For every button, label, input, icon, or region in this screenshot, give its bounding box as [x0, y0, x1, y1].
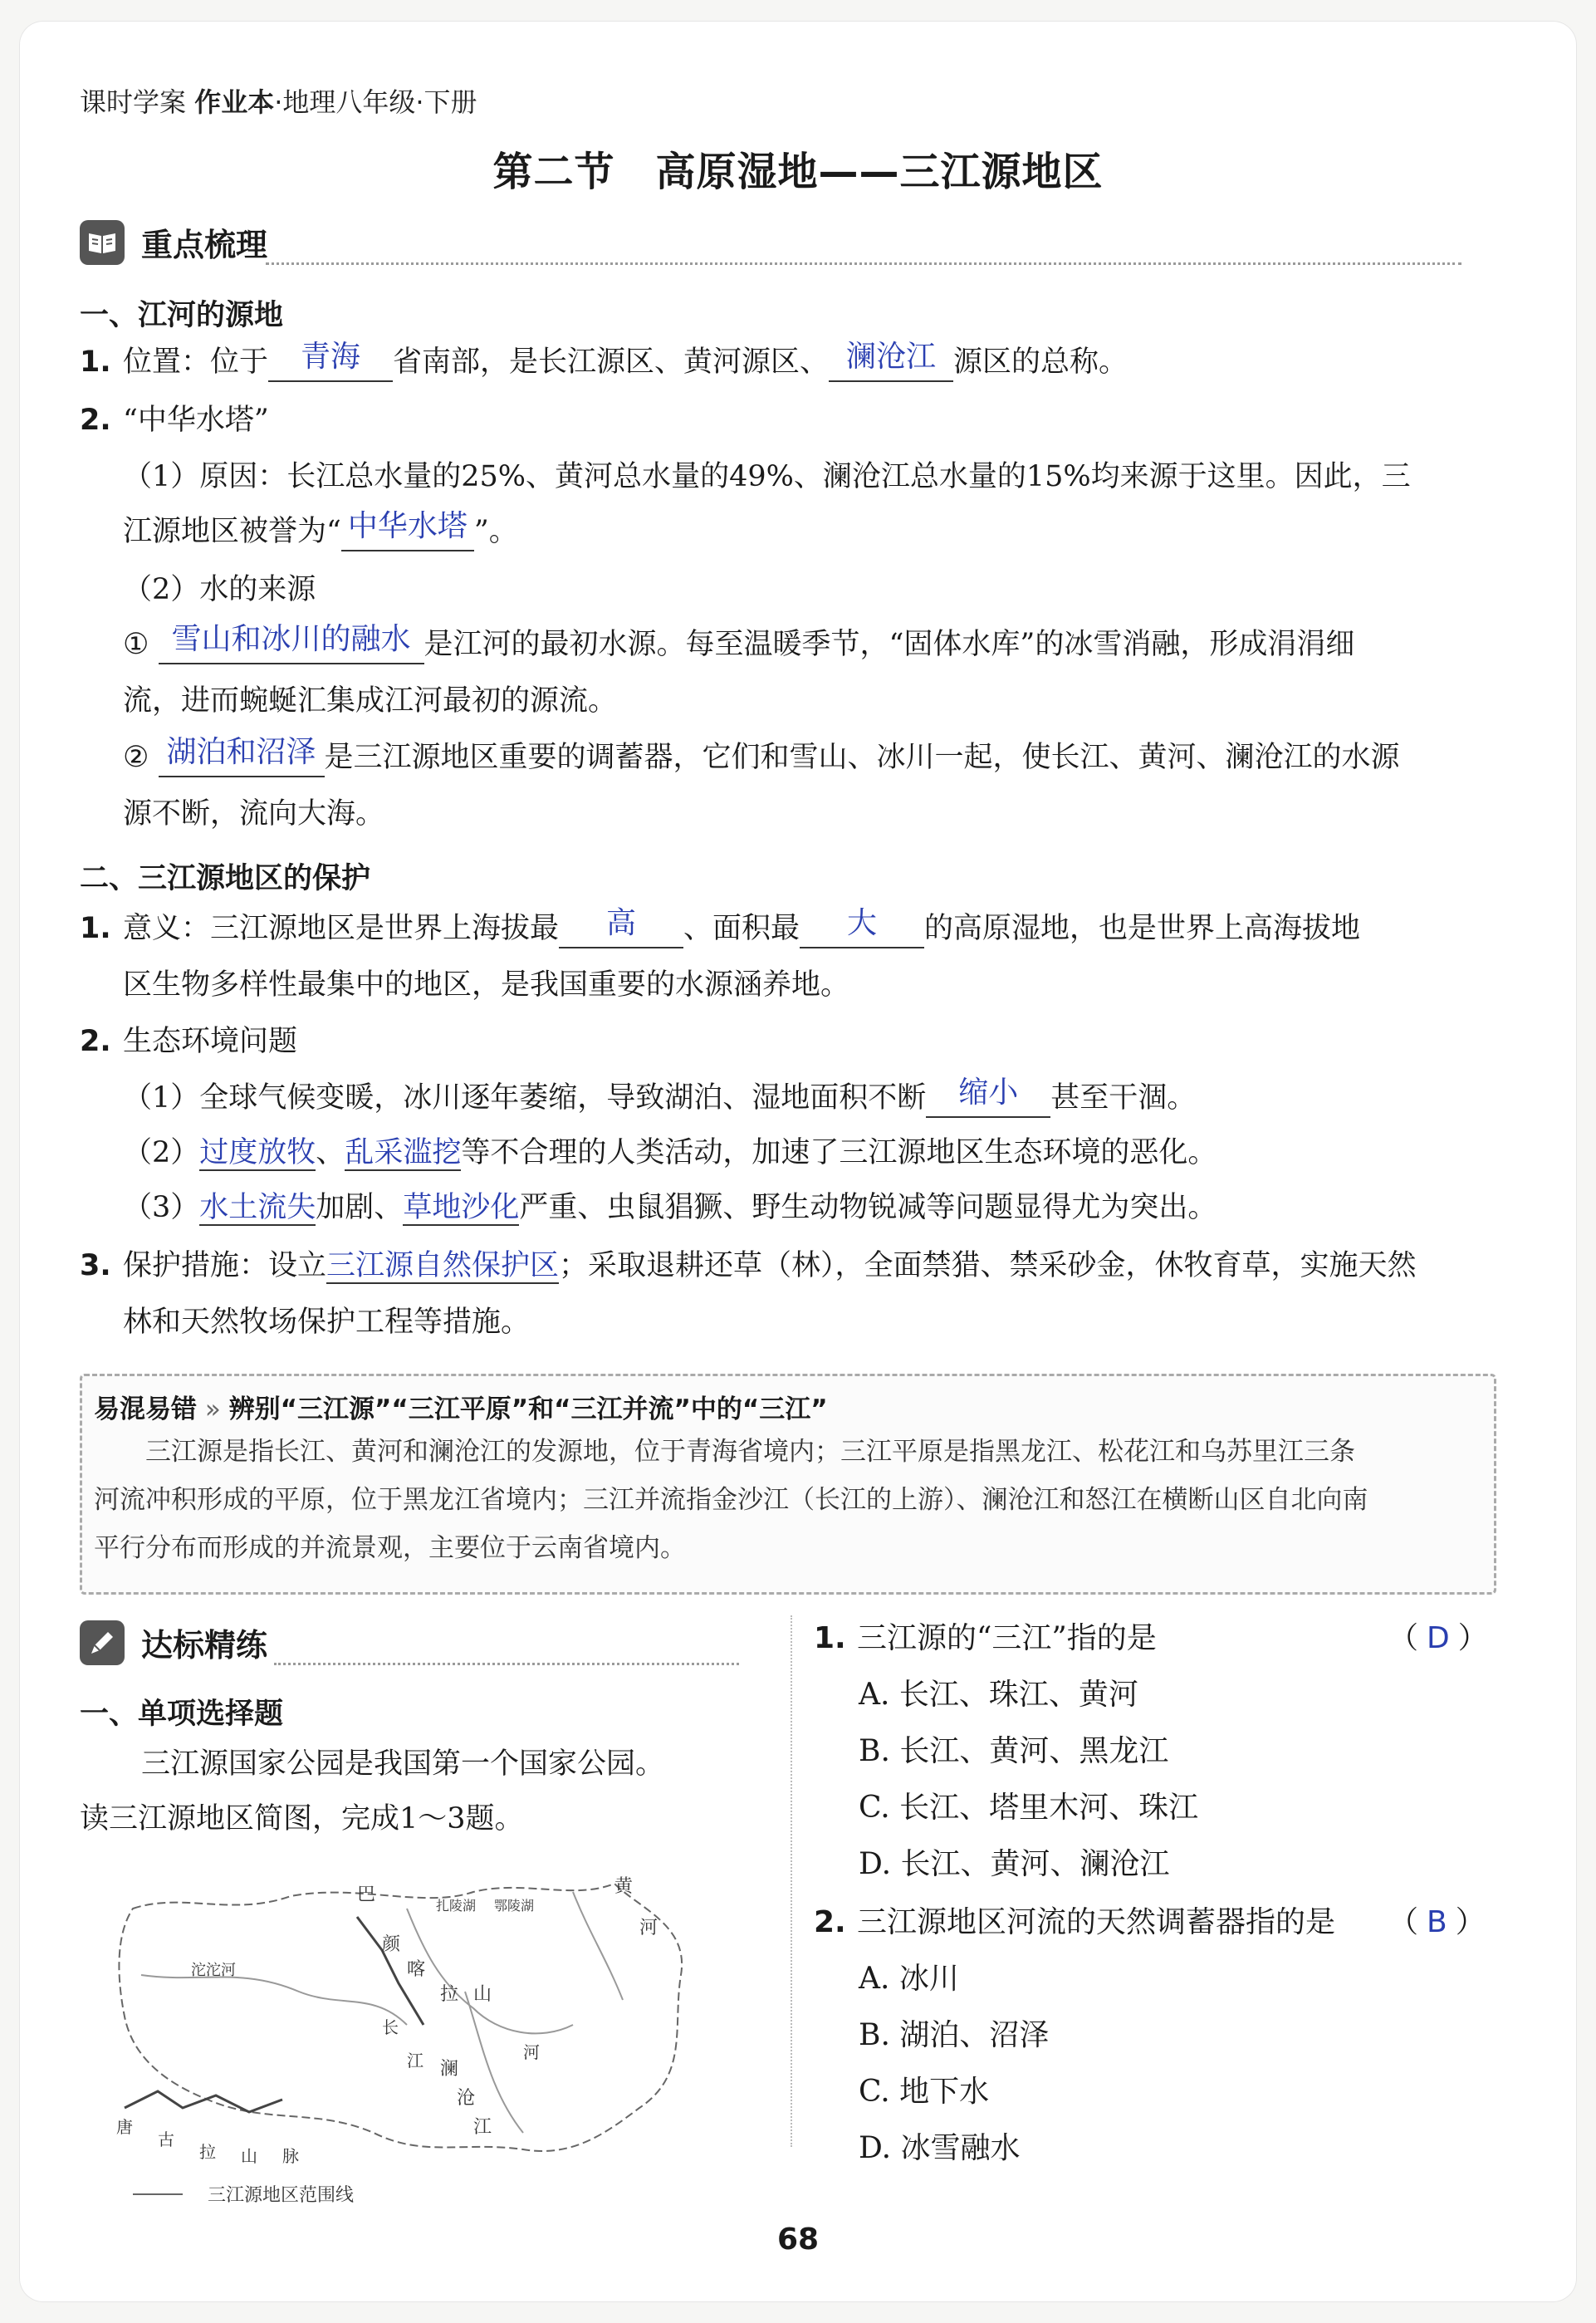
svg-text:扎陵湖: 扎陵湖: [436, 1898, 477, 1914]
page-title: 第二节 高原湿地——三江源地区: [492, 149, 1104, 195]
svg-text:唐: 唐: [116, 2117, 133, 2137]
problem-3: （3）水土流失加剧、草地沙化严重、虫鼠猖獗、野生动物锐减等问题显得尤为突出。: [123, 1191, 1217, 1224]
problem-1: （1）全球气候变暖，冰川逐年萎缩，导致湖泊、湿地面积不断 缩小 甚至干涸。: [123, 1078, 1196, 1118]
q-water-tower: 2. “中华水塔”: [80, 404, 269, 437]
question-2: 2. 三江源地区河流的天然调蓄器指的是: [814, 1905, 1336, 1939]
pencil-icon: [80, 1620, 125, 1665]
reason-line2: 江源地区被誉为“ 中华水塔 ”。: [123, 512, 518, 551]
problem-2: （2）过度放牧、乱采滥挖等不合理的人类活动，加速了三江源地区生态环境的恶化。: [123, 1136, 1217, 1169]
answer-high: 高: [606, 906, 637, 940]
q-significance-cont: 区生物多样性最集中的地区，是我国重要的水源涵养地。: [123, 968, 850, 1002]
q-measures-cont: 林和天然牧场保护工程等措施。: [123, 1306, 531, 1339]
answer-overgrazing: 过度放牧: [199, 1136, 316, 1169]
svg-text:江: 江: [407, 2051, 423, 2071]
answer-desertification: 草地沙化: [403, 1191, 520, 1224]
intro-line1: 三江源国家公园是我国第一个国家公园。: [141, 1747, 665, 1781]
tip-header: 易混易错 » 辨别“三江源”“三江平原”和“三江并流”中的“三江”: [94, 1394, 828, 1424]
water-source-2-cont: 源不断，流向大海。: [123, 797, 385, 831]
q1-option-d: D. 长江、黄河、澜沧江: [859, 1847, 1170, 1881]
answer-lake-swamp: 湖泊和沼泽: [166, 735, 316, 769]
svg-text:沱沱河: 沱沱河: [191, 1962, 236, 1979]
svg-text:山: 山: [241, 2146, 257, 2166]
q2-option-c: C. 地下水: [859, 2075, 990, 2109]
page-number: 68: [776, 2223, 820, 2257]
answer-overharvest: 乱采滥挖: [345, 1136, 462, 1169]
map-figure: [108, 1859, 722, 2208]
heading-river-source: 一、江河的源地: [80, 299, 284, 332]
svg-text:脉: 脉: [282, 2146, 299, 2166]
svg-text:巴: 巴: [357, 1884, 376, 1905]
svg-text:河: 河: [523, 2042, 540, 2062]
book-header: 课时学案 作业本·地理八年级·下册: [80, 86, 477, 118]
svg-text:黄: 黄: [614, 1876, 634, 1897]
q-measures: 3. 保护措施：设立三江源自然保护区；采取退耕还草（林），全面禁猎、禁采砂金，休牧育草，实施天然: [80, 1249, 1417, 1282]
svg-text:河: 河: [639, 1918, 658, 1938]
svg-text:澜: 澜: [440, 2059, 459, 2080]
section-key-points: 重点梳理: [80, 219, 267, 265]
q2-option-b: B. 湖泊、沼泽: [859, 2018, 1050, 2052]
q1-option-a: A. 长江、珠江、黄河: [859, 1678, 1138, 1712]
heading-single-choice: 一、单项选择题: [80, 1698, 284, 1731]
map-legend: 三江源地区范围线: [208, 2185, 355, 2206]
svg-text:长: 长: [382, 2017, 399, 2037]
q-location: 1. 位置：位于 青海 省南部，是长江源区、黄河源区、 澜沧江 源区的总称。: [80, 342, 1128, 382]
water-source-2: ② 湖泊和沼泽 是三江源地区重要的调蓄器，它们和雪山、冰川一起，使长江、黄河、澜沧江的水源: [123, 738, 1400, 777]
water-source-title: （2）水的来源: [123, 573, 316, 606]
section-practice: 达标精练: [80, 1620, 267, 1665]
q2-option-d: D. 冰雪融水: [859, 2131, 1021, 2165]
intro-line2: 读三江源地区简图，完成1～3题。: [80, 1802, 524, 1835]
answer-snow-glacier: 雪山和冰川的融水: [171, 622, 411, 656]
reason-line1: （1）原因：长江总水量的25%、黄河总水量的49%、澜沧江总水量的15%均来源于这里。因此，三: [123, 460, 1411, 493]
svg-text:古: 古: [158, 2129, 174, 2149]
svg-text:喀: 喀: [407, 1959, 426, 1980]
question-1: 1. 三江源的“三江”指的是: [814, 1621, 1157, 1655]
q1-option-c: C. 长江、塔里木河、珠江: [859, 1791, 1199, 1825]
answer-lancang: 澜沧江: [846, 340, 937, 374]
answer-reserve: 三江源自然保护区: [326, 1249, 560, 1282]
answer-q1: D: [1427, 1621, 1450, 1655]
tip-box: [80, 1374, 1496, 1595]
answer-shrink: 缩小: [958, 1076, 1019, 1110]
answer-water-tower: 中华水塔: [347, 509, 468, 543]
water-source-1-cont: 流，进而蜿蜒汇集成江河最初的源流。: [123, 684, 618, 718]
svg-text:江: 江: [473, 2117, 492, 2138]
q-eco-problems: 2. 生态环境问题: [80, 1025, 298, 1058]
svg-text:鄂陵湖: 鄂陵湖: [494, 1898, 535, 1914]
q2-option-a: A. 冰川: [859, 1962, 959, 1996]
answer-erosion: 水土流失: [199, 1191, 316, 1224]
answer-paren-1: （ D ）: [1388, 1621, 1488, 1655]
q1-option-b: B. 长江、黄河、黑龙江: [859, 1734, 1169, 1768]
section-divider-2: [274, 1663, 739, 1665]
svg-text:拉: 拉: [199, 2142, 216, 2162]
answer-qinghai: 青海: [301, 340, 361, 374]
svg-text:沧: 沧: [457, 2088, 476, 2109]
section-divider: [266, 262, 1461, 265]
svg-text:颜: 颜: [382, 1934, 401, 1955]
column-divider: [791, 1615, 792, 2147]
book-icon: [80, 220, 125, 265]
answer-large: 大: [847, 906, 878, 940]
tip-body: 三江源是指长江、黄河和澜沧江的发源地，位于青海省境内；三江平原是指黑龙江、松花江和乌苏里江三条 河流冲积形成的平原，位于黑龙江省境内；三江并流指金沙江（长江的上游）、澜沧江和怒江在横断山区自北向南 平行分布而形成的并流景观，主要位于云南省境内。: [94, 1437, 1368, 1563]
sanjiangyuan-map: [108, 1859, 722, 2208]
heading-protection: 二、三江源地区的保护: [80, 862, 371, 895]
water-source-1: ① 雪山和冰川的融水 是江河的最初水源。每至温暖季节，“固体水库”的冰雪消融，形成涓涓细: [123, 625, 1354, 664]
svg-text:拉: 拉: [440, 1984, 459, 2005]
svg-text:山: 山: [473, 1984, 492, 2005]
answer-paren-2: （ B ）: [1388, 1905, 1486, 1939]
q-significance: 1. 意义：三江源地区是世界上海拔最 高 、面积最 大 的高原湿地，也是世界上高海拔地: [80, 909, 1360, 948]
answer-q2: B: [1427, 1905, 1447, 1939]
